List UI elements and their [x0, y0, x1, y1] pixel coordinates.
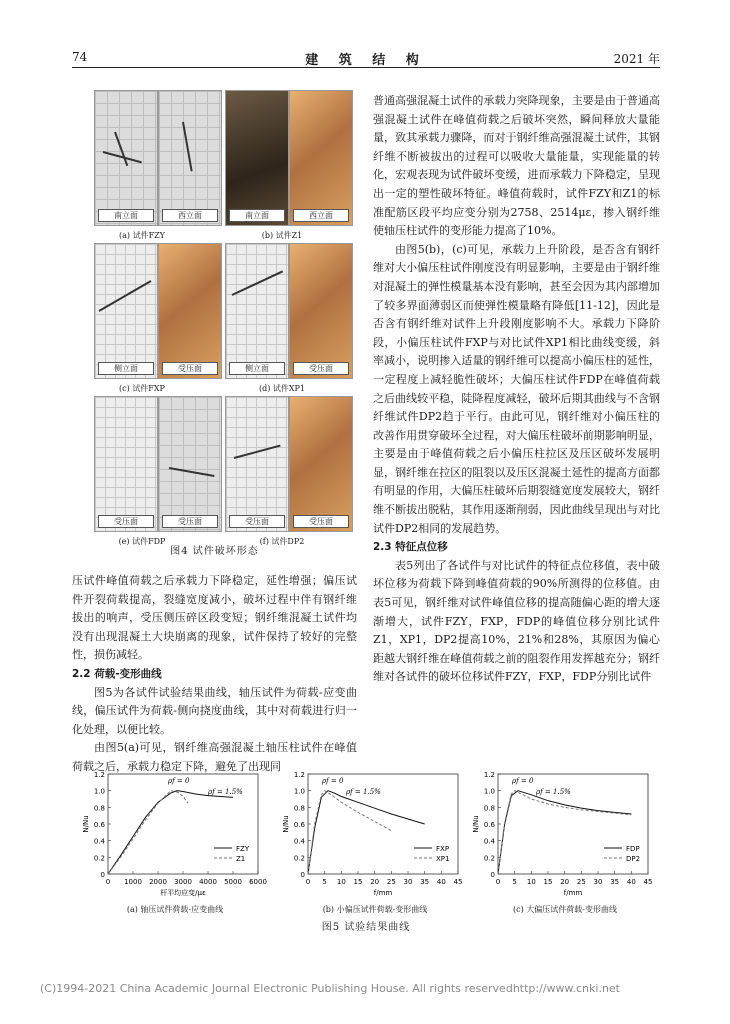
- chart-b-svg: [280, 768, 470, 908]
- annotation-rho-15: ρf = 1.5%: [346, 788, 381, 796]
- x-tick-label: 15: [543, 878, 553, 886]
- photo-label: 受压面: [162, 362, 218, 375]
- y-tick-label: 0.2: [293, 854, 305, 863]
- series-line-FDP: [498, 791, 631, 874]
- y-tick-label: 0.6: [483, 821, 495, 829]
- annotation-rho-0: ρf = 0: [168, 777, 190, 785]
- x-tick-label: 25: [386, 878, 396, 886]
- x-axis-label: f/mm: [563, 889, 583, 897]
- x-axis-label: 杆平均应变/με: [160, 889, 206, 897]
- y-tick-label: 0.4: [483, 837, 495, 846]
- chart-c-title: (c) 大偏压试件荷载-变形曲线: [513, 905, 617, 914]
- photo-fxp-side: [94, 243, 158, 379]
- x-tick-label: 30: [403, 878, 413, 886]
- right-column: [373, 92, 660, 687]
- legend-label: FDP: [626, 845, 640, 853]
- photo-z1-west: [289, 90, 353, 226]
- chart-b-title: (b) 小偏压试件荷载-变形曲线: [322, 905, 428, 914]
- photo-label: 受压面: [293, 515, 349, 528]
- journal-title: 建 筑 结 构: [305, 53, 427, 68]
- x-tick-label: 20: [560, 878, 570, 886]
- photo-fzy-west: [158, 90, 222, 226]
- photo-dp2-compression-1: [225, 396, 289, 532]
- chart-c-svg: [470, 768, 660, 908]
- photo-label: 受压面: [162, 515, 218, 528]
- chart-a-svg: [80, 768, 270, 908]
- series-line-FXP: [308, 791, 425, 874]
- y-axis-label: N/Nu: [282, 815, 290, 833]
- y-tick-label: 1.2: [93, 771, 105, 779]
- x-tick-label: 3000: [174, 878, 192, 886]
- y-tick-label: 0.2: [93, 854, 105, 863]
- photo-label: 西立面: [162, 209, 218, 222]
- x-axis-label: f/mm: [373, 889, 393, 897]
- legend-label: FZY: [236, 845, 250, 853]
- x-tick-label: 10: [336, 878, 346, 886]
- legend-label: Z1: [236, 855, 246, 863]
- photo-label: 受压面: [229, 515, 285, 528]
- x-tick-label: 6000: [249, 878, 267, 886]
- annotation-rho-15: ρf = 1.5%: [536, 788, 571, 796]
- paragraph: 普通高强混凝土试件的承载力突降现象，主要是由于普通高强混凝土试件在峰值荷载之后破坏突然，瞬间释放大量能量，致其承载力骤降，而对于钢纤维高强混凝土试件，其钢纤维不断被拔出的过程可以吸收大量能量，实现能量的转化，宏观表现为试件破坏变缓，进而承载力下降稳定，呈现出一定的塑性破坏特征。峰值荷载时，试件FZY和Z1的标准配筋区段平均应变分别为2758、2514με，掺入钢纤维使轴压柱试件的变形能力提高了10%。: [373, 94, 660, 238]
- page-number: 74: [72, 50, 88, 64]
- photo-label: 南立面: [229, 209, 285, 222]
- subcaption-f: (f) 试件DP2: [259, 537, 305, 546]
- paragraph: 表5列出了各试件与对比试件的特征点位移值，表中破坏位移为荷载下降到峰值荷载的90%所测得的位移值。由表5可见，钢纤维对试件峰值位移的提高随偏心距的增大逐渐增大，试件FZY，FXP，FDP的峰值位移分别比试件Z1，XP1，DP2提高10%，21%和28%，其原因为偏心距越大钢纤维在峰值荷载之前的阻裂作用发挥越充分；钢纤维对各试件的破坏位移试件FZY，FXP，FDP分别比试件: [373, 558, 660, 684]
- photo-dp2-compression-2: [289, 396, 353, 532]
- x-tick-label: 0: [305, 878, 311, 886]
- paragraph: 图5为各试件试验结果曲线，轴压试件为荷载-应变曲线，偏压试件为荷载-侧向挠度曲线，其中对荷载进行归一化处理，以便比较。: [72, 685, 357, 736]
- x-tick-label: 30: [593, 878, 603, 886]
- y-tick-label: 1.0: [293, 787, 305, 796]
- paragraph: 压试件峰值荷载之后承载力下降稳定，延性增强；偏压试件开裂荷载提高，裂缝宽度减小，破坏过程中伴有钢纤维拔出的响声，受压侧压碎区段变短；钢纤维混凝土试件均没有出现混凝土大块崩离的现象，试件保持了较好的完整性，损伤减轻。: [72, 574, 357, 662]
- photo-z1-south: [225, 90, 289, 226]
- annotation-rho-0: ρf = 0: [512, 777, 534, 785]
- x-tick-label: 4000: [199, 878, 217, 886]
- annotation-rho-15: ρf = 1.5%: [208, 788, 243, 796]
- y-axis-label: N/Nu: [472, 815, 480, 833]
- figure-4: [72, 90, 357, 560]
- x-tick-label: 1000: [124, 878, 142, 886]
- y-tick-label: 1.0: [483, 787, 495, 796]
- photo-label: 受压面: [293, 362, 349, 375]
- subcaption-c: (c) 试件FXP: [119, 384, 165, 393]
- photo-fdp-compression-1: [94, 396, 158, 532]
- x-tick-label: 45: [453, 878, 463, 886]
- photo-fzy-south: [94, 90, 158, 226]
- section-heading-2-3: 2.3 特征点位移: [373, 541, 448, 554]
- photo-xp1-side: [225, 243, 289, 379]
- x-tick-label: 5: [322, 878, 327, 886]
- legend-label: XP1: [436, 855, 450, 863]
- annotation-rho-0: ρf = 0: [322, 777, 344, 785]
- y-axis-label: N/Nu: [82, 815, 90, 833]
- paragraph: 由图5(a)可见，钢纤维高强混凝土轴压柱试件在峰值荷载之后，承载力稳定下降，避免了出现同: [72, 741, 357, 773]
- section-heading-2-2: 2.2 荷载-变形曲线: [72, 667, 162, 680]
- issue-year: 2021 年: [613, 52, 660, 66]
- chart-a-title: (a) 轴压试件荷载-应变曲线: [126, 905, 224, 914]
- series-line-DP2: [498, 791, 631, 874]
- x-tick-label: 15: [353, 878, 363, 886]
- page-header: [72, 46, 660, 68]
- figure-5-caption: 图5 试验结果曲线: [321, 922, 411, 933]
- site-url: http://www.cnki.net: [512, 982, 620, 995]
- x-tick-label: 5000: [224, 878, 242, 886]
- y-tick-label: 0.8: [293, 804, 305, 813]
- y-tick-label: 0.4: [293, 837, 305, 846]
- y-tick-label: 1.2: [293, 771, 305, 779]
- x-tick-label: 0: [105, 878, 111, 886]
- y-tick-label: 0: [490, 871, 495, 879]
- y-tick-label: 0.8: [93, 804, 105, 813]
- subcaption-d: (d) 试件XP1: [258, 384, 306, 393]
- photo-fdp-compression-2: [158, 396, 222, 532]
- paragraph: 由图5(b)，(c)可见，承载力上升阶段，是否含有钢纤维对大小偏压柱试件刚度没有明显影响，主要是由于钢纤维对混凝土的弹性模量基本没有影响，甚至会因为其内部增加了较多界面薄弱区而使弹性模量略有降低[11-12]，因此是否含有钢纤维对试件上升段刚度影响不大。承载力下降阶段，小偏压柱试件FXP与对比试件XP1相比曲线变缓，斜率减小，说明掺入适量的钢纤维可以提高小偏压柱的延性，一定程度上减轻脆性破坏；大偏压柱试件FDP在峰值荷载之后曲线较平稳，陡降程度减轻，破坏后期其曲线与不含钢纤维试件DP2趋于平行。由此可见，钢纤维对小偏压柱的改善作用贯穿破坏全过程，对大偏压柱破坏前期影响明显，主要是由于峰值荷载之后小偏压柱拉区及压区破坏发展明显，钢纤维在拉区的阻裂以及压区混凝土延性的提高方面都有明显的作用，大偏压柱破坏后期裂缝宽度发展较大，钢纤维不断拔出脱粘，其作用逐渐削弱，因此曲线呈现出与对比试件DP2相同的发展趋势。: [373, 242, 660, 535]
- photo-fxp-compression: [158, 243, 222, 379]
- x-tick-label: 45: [643, 878, 653, 886]
- legend-label: DP2: [626, 855, 641, 863]
- y-tick-label: 0.4: [93, 837, 105, 846]
- y-tick-label: 0.2: [483, 854, 495, 863]
- y-tick-label: 1.0: [93, 787, 105, 796]
- subcaption-a: (a) 试件FZY: [119, 231, 165, 240]
- y-tick-label: 0.6: [93, 821, 105, 829]
- x-tick-label: 35: [420, 878, 430, 886]
- photo-xp1-compression: [289, 243, 353, 379]
- photo-label: 西立面: [293, 209, 349, 222]
- x-tick-label: 20: [370, 878, 380, 886]
- x-tick-label: 5: [512, 878, 517, 886]
- x-tick-label: 25: [576, 878, 586, 886]
- y-tick-label: 0: [300, 871, 305, 879]
- photo-label: 受压面: [98, 515, 154, 528]
- y-tick-label: 0.8: [483, 804, 495, 813]
- figure-4-caption: 图4 试件破坏形态: [170, 546, 259, 557]
- subcaption-e: (e) 试件FDP: [118, 537, 166, 546]
- y-tick-label: 1.2: [483, 771, 495, 779]
- y-tick-label: 0: [100, 871, 105, 879]
- x-tick-label: 40: [626, 878, 636, 886]
- x-tick-label: 40: [436, 878, 446, 886]
- legend-label: FXP: [436, 845, 450, 853]
- photo-label: 南立面: [98, 209, 154, 222]
- photo-label: 侧立面: [229, 362, 285, 375]
- left-column: [72, 572, 357, 777]
- subcaption-b: (b) 试件Z1: [261, 231, 303, 240]
- x-tick-label: 10: [526, 878, 536, 886]
- series-line-Z1: [108, 791, 188, 874]
- copyright: (C)1994-2021 China Academic Journal Electronic Publishing House. All rights reserved.: [40, 982, 517, 995]
- y-tick-label: 0.6: [293, 821, 305, 829]
- series-line-FZY: [108, 791, 233, 874]
- photo-label: 侧立面: [98, 362, 154, 375]
- x-tick-label: 2000: [149, 878, 167, 886]
- x-tick-label: 35: [610, 878, 620, 886]
- x-tick-label: 0: [495, 878, 501, 886]
- figure-5-charts: [80, 768, 670, 940]
